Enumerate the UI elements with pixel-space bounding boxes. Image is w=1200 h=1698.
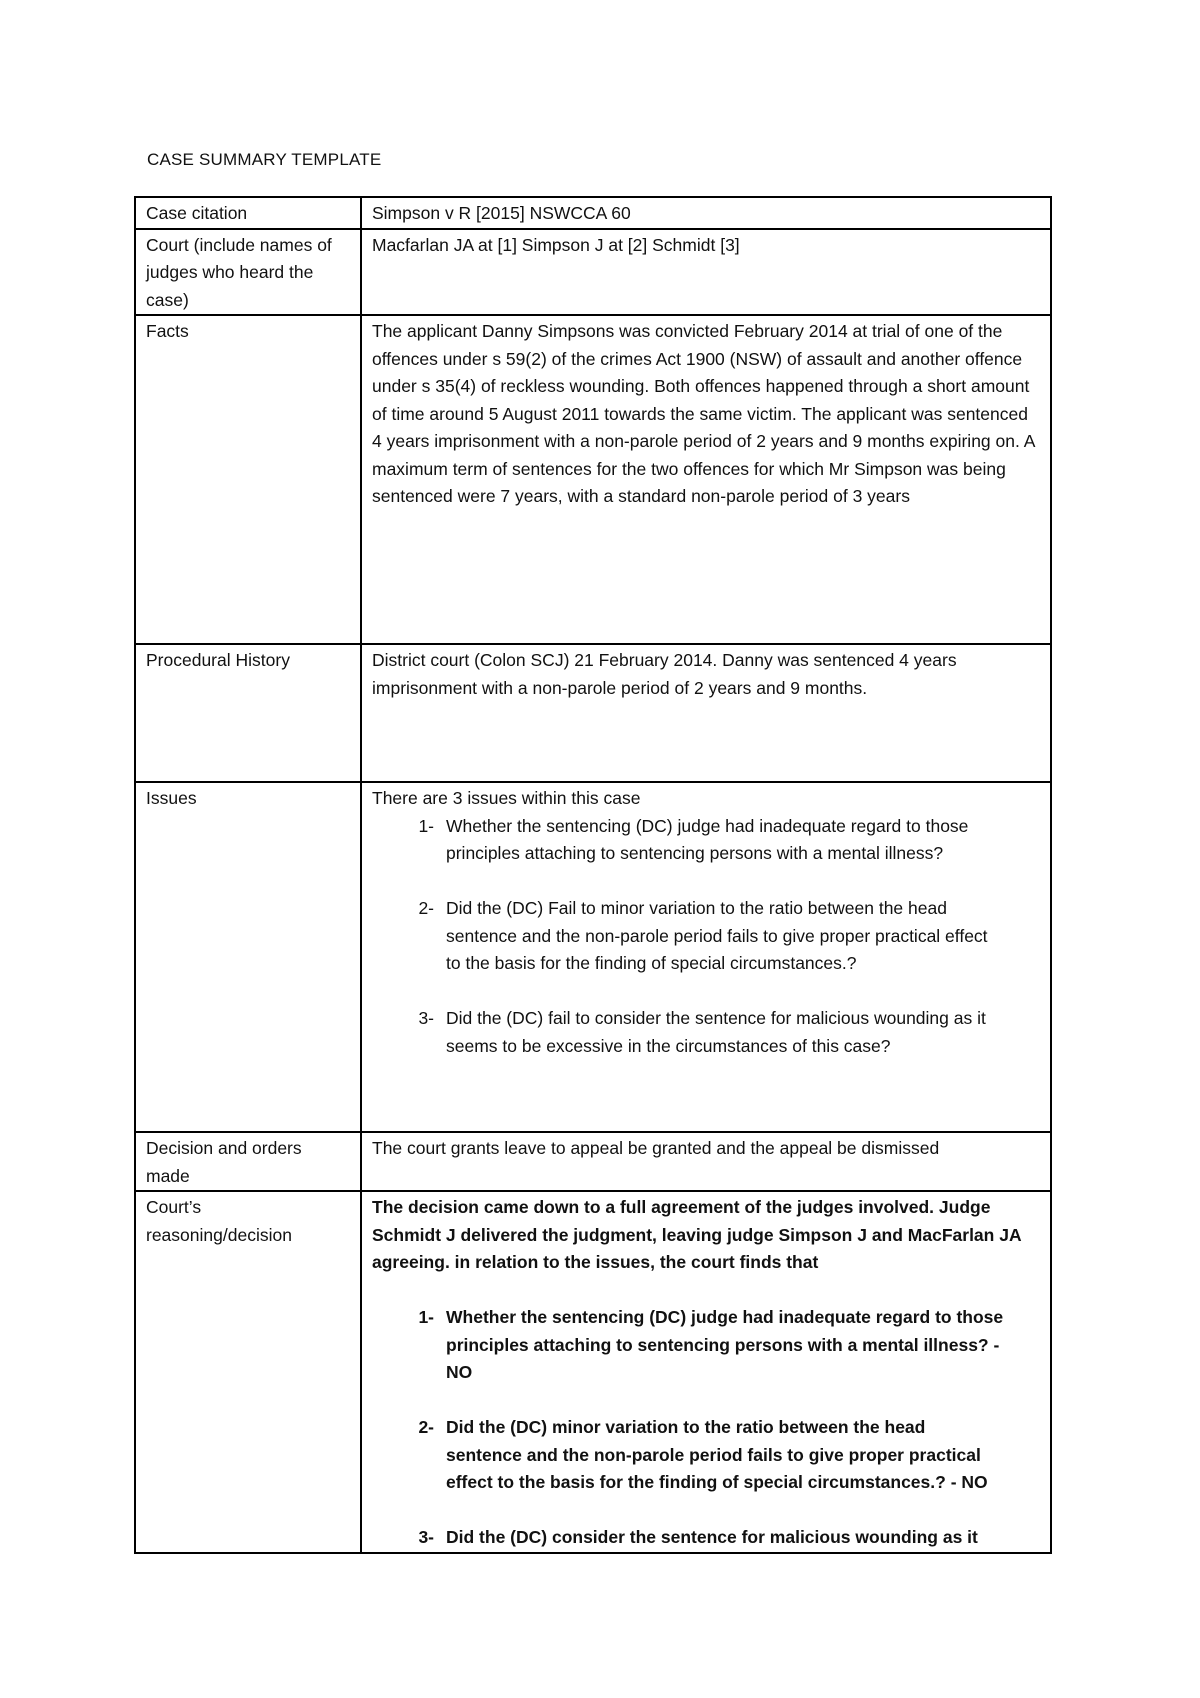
list-item-number: 1- (418, 815, 434, 836)
list-item-number: 2- (418, 898, 434, 918)
list-item (372, 813, 1040, 868)
facts-label: Facts (135, 315, 361, 644)
court-label: Court (include names of judges who heard the case) (135, 229, 361, 316)
table-row-reasoning (135, 1191, 1051, 1553)
history-value: District court (Colon SCJ) 21 February 2014. Danny was sentenced 4 years imprisonment with a non-parole period of 2 years and 9 months. (361, 644, 1051, 782)
issues-list (372, 813, 1040, 1061)
history-label: Procedural History (135, 644, 361, 782)
list-item-number: 1- (418, 1307, 434, 1327)
reasoning-value (361, 1191, 1051, 1553)
reasoning-label: Court’s reasoning/decision (135, 1191, 361, 1553)
table-row-procedural-history (135, 644, 1051, 782)
list-item (372, 1005, 1040, 1060)
list-item (372, 895, 1040, 978)
reasoning-intro: The decision came down to a full agreement of the judges involved. Judge Schmidt J delivered the judgment, leaving judge Simpson J and MacFarlan JA agreeing. in relation to the issues, the court finds that (372, 1197, 1021, 1272)
list-item-text: Did the (DC) Fail to minor variation to the ratio between the head sentence and the non-parole period fails to give proper practical effect to the basis for the finding of special circumstances.? (446, 898, 988, 973)
issues-label: Issues (135, 782, 361, 1132)
decision-value: The court grants leave to appeal be granted and the appeal be dismissed (361, 1132, 1051, 1191)
case-summary-table (134, 196, 1052, 1554)
table-row-decision (135, 1132, 1051, 1191)
list-item (372, 1414, 1040, 1497)
citation-value: Simpson v R [2015] NSWCCA 60 (361, 197, 1051, 229)
list-item-number: 3- (418, 1527, 434, 1547)
list-item-text: Did the (DC) fail to consider the sentence for malicious wounding as it seems to be excessive in the circumstances of this case? (446, 1008, 986, 1056)
issues-intro: There are 3 issues within this case (372, 788, 641, 808)
table-row-issues (135, 782, 1051, 1132)
list-item (372, 1304, 1040, 1387)
issues-value (361, 782, 1051, 1132)
table-row-court (135, 229, 1051, 316)
list-item-text: Did the (DC) minor variation to the ratio between the head sentence and the non-parole period fails to give proper practical effect to the basis for the finding of special circumstances.? - NO (446, 1417, 988, 1492)
list-item-number: 3- (418, 1008, 434, 1028)
facts-value: The applicant Danny Simpsons was convicted February 2014 at trial of one of the offences under s 59(2) of the crimes Act 1900 (NSW) of assault and another offence under s 35(4) of reckless wounding. Both offences happened through a short amount of time around 5 August 2011 towards the same victim. The applicant was sentenced 4 years imprisonment with a non-parole period of 2 years and 9 months expiring on. A maximum term of sentences for the two offences for which Mr Simpson was being sentenced were 7 years, with a standard non-parole period of 3 years (361, 315, 1051, 644)
list-item-text: Whether the sentencing (DC) judge had inadequate regard to those principles attaching to sentencing persons with a mental illness? (446, 815, 969, 863)
table-row-facts (135, 315, 1051, 644)
list-item-number: 2- (418, 1417, 434, 1437)
court-value: Macfarlan JA at [1] Simpson J at [2] Schmidt [3] (361, 229, 1051, 316)
table-row-citation (135, 197, 1051, 229)
citation-label: Case citation (135, 197, 361, 229)
list-item-text: Did the (DC) consider the sentence for malicious wounding as it (446, 1527, 978, 1547)
list-item-text: Whether the sentencing (DC) judge had inadequate regard to those principles attaching to sentencing persons with a mental illness? - NO (446, 1307, 1004, 1382)
reasoning-list (372, 1304, 1040, 1552)
list-item (372, 1524, 1040, 1552)
decision-label: Decision and orders made (135, 1132, 361, 1191)
page-title: CASE SUMMARY TEMPLATE (147, 150, 382, 169)
